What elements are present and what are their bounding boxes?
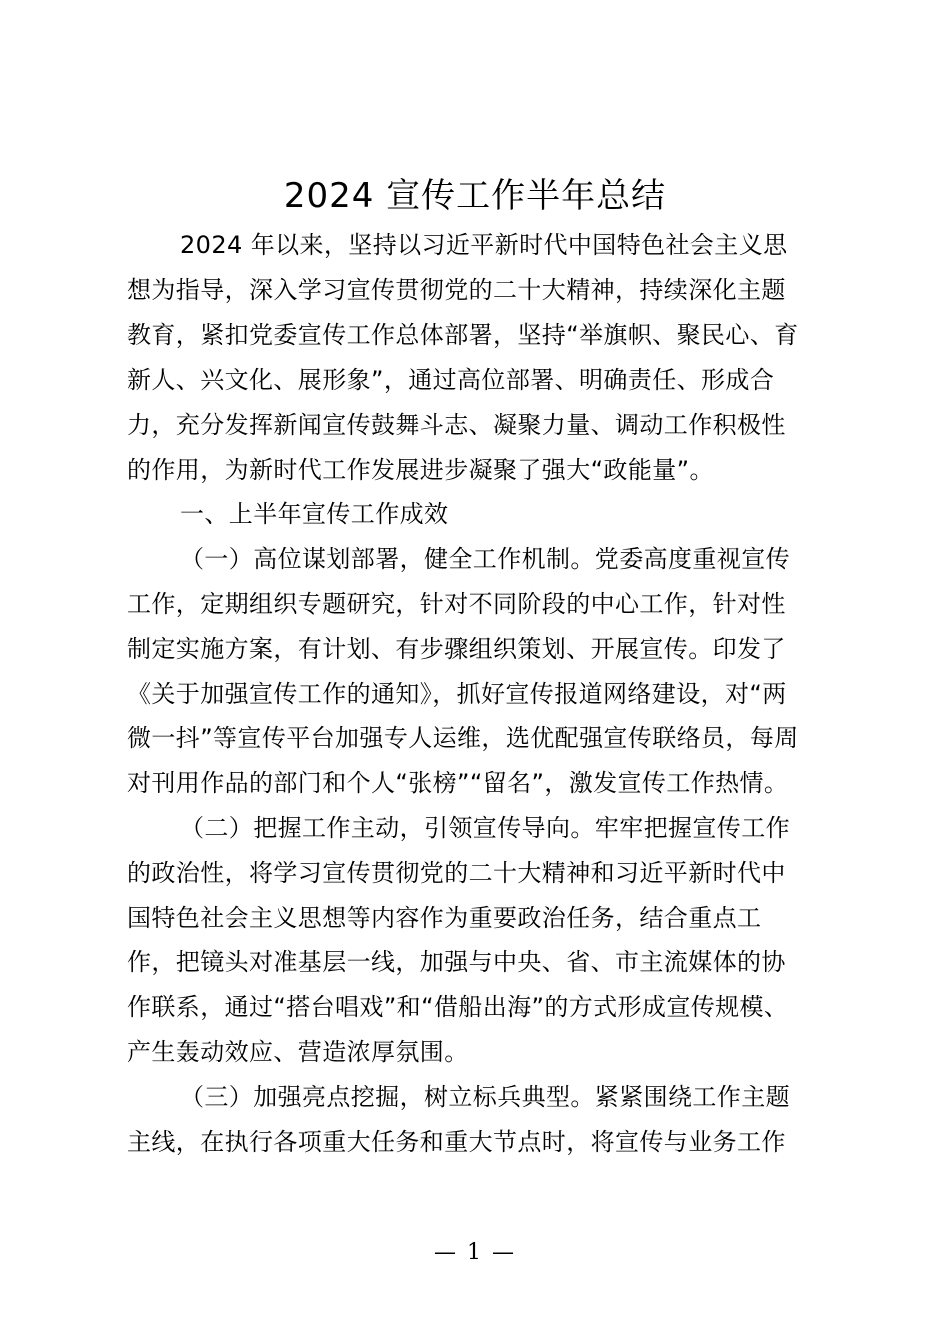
- text-line: 新人、兴文化、展形象”，通过高位部署、明确责任、形成合: [127, 366, 775, 394]
- text-line: 《关于加强宣传工作的通知》，抓好宣传报道网络建设，对“两: [127, 680, 787, 708]
- page-number: — 1 —: [434, 1240, 516, 1265]
- text-line: 的政治性，将学习宣传贯彻党的二十大精神和习近平新时代中: [127, 859, 786, 887]
- text-line: （三）加强亮点挖掘，树立标兵典型。紧紧围绕工作主题: [180, 1083, 790, 1111]
- text-line: 的作用，为新时代工作发展进步凝聚了强大“政能量”。: [127, 456, 714, 484]
- text-line: 微一抖”等宣传平台加强专人运维，选优配强宣传联络员，每周: [127, 724, 799, 752]
- text-line: （二）把握工作主动，引领宣传导向。牢牢把握宣传工作: [180, 814, 790, 842]
- text-line: 力，充分发挥新闻宣传鼓舞斗志、凝聚力量、调动工作积极性: [127, 411, 786, 439]
- document-title: 2024 宣传工作半年总结: [283, 176, 667, 216]
- text-line: 工作，定期组织专题研究，针对不同阶段的中心工作，针对性: [127, 590, 786, 618]
- text-line: 制定实施方案，有计划、有步骤组织策划、开展宣传。印发了: [127, 635, 786, 663]
- text-line: （一）高位谋划部署，健全工作机制。党委高度重视宣传: [180, 545, 790, 573]
- text-line: 国特色社会主义思想等内容作为重要政治任务，结合重点工: [127, 904, 762, 932]
- text-line: 想为指导，深入学习宣传贯彻党的二十大精神，持续深化主题: [127, 276, 786, 304]
- text-line: 2024 年以来，坚持以习近平新时代中国特色社会主义思: [180, 231, 788, 259]
- text-line: 作联系，通过“搭台唱戏”和“借船出海”的方式形成宣传规模、: [127, 993, 789, 1021]
- text-line: 对刊用作品的部门和个人“张榜”“留名”，激发宣传工作热情。: [127, 769, 789, 797]
- text-line: 主线，在执行各项重大任务和重大节点时，将宣传与业务工作: [127, 1128, 786, 1156]
- text-line: 作，把镜头对准基层一线，加强与中央、省、市主流媒体的协: [127, 948, 786, 976]
- text-line: 教育，紧扣党委宣传工作总体部署，坚持“举旗帜、聚民心、育: [127, 321, 799, 349]
- text-line: 产生轰动效应、营造浓厚氛围。: [127, 1038, 469, 1066]
- section-heading: 一、上半年宣传工作成效: [180, 500, 449, 528]
